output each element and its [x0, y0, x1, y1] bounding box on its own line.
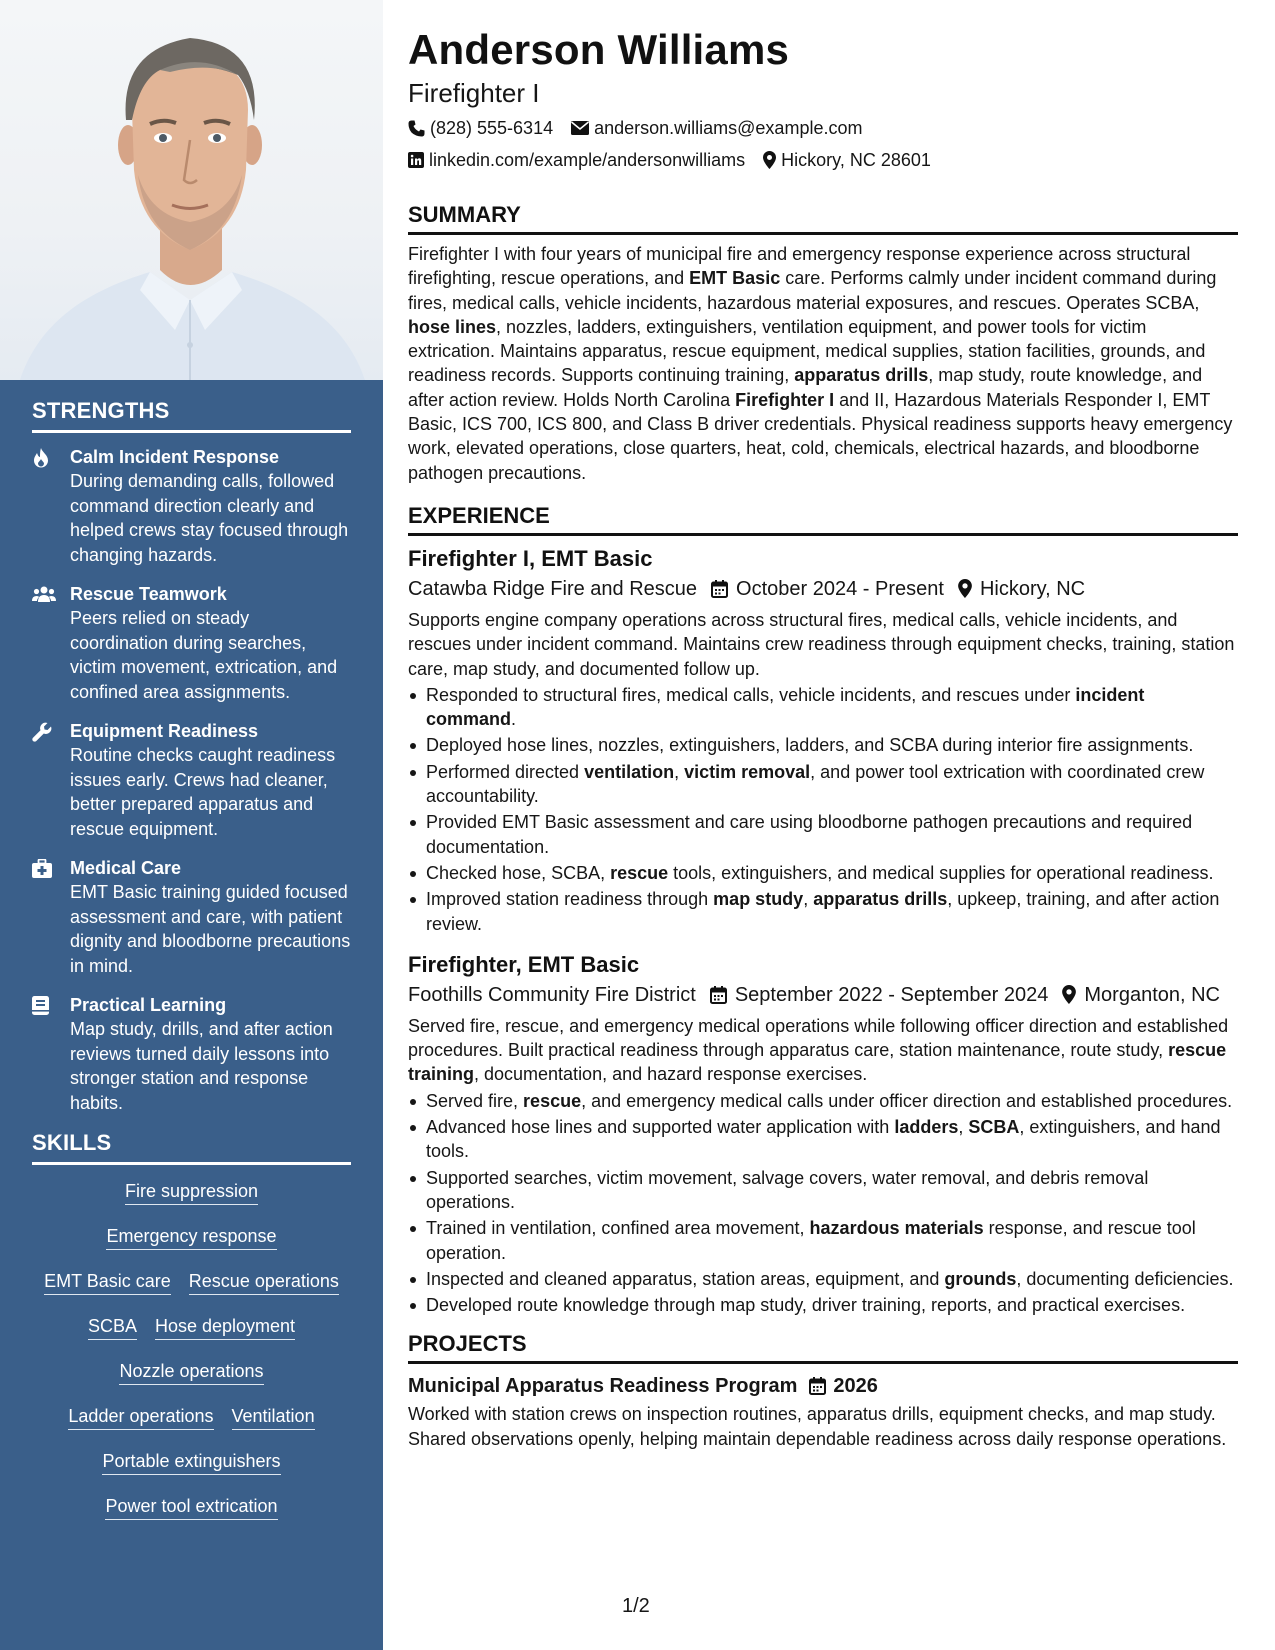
summary-heading: SUMMARY	[408, 202, 1238, 235]
strength-item	[32, 582, 351, 704]
list-item: Supported searches, victim movement, salvage covers, water removal, and debris removal operations.	[408, 1166, 1238, 1215]
skill-tag: Nozzle operations	[119, 1359, 263, 1385]
skill-tag: Power tool extrication	[105, 1494, 277, 1520]
job-description: Supports engine company operations across structural fires, medical calls, vehicle incidents, and rescues under incident command. Maintains crew readiness through equipment checks, training, station care, map study, and documented follow up.	[408, 609, 1235, 679]
experience-heading: EXPERIENCE	[408, 503, 1238, 536]
location-pin-icon	[763, 151, 776, 169]
book-icon	[32, 993, 70, 1115]
portrait-illustration	[0, 0, 383, 380]
job-dates	[710, 981, 1049, 1009]
employer-name: Catawba Ridge Fire and Rescue	[408, 577, 698, 600]
medical-kit-icon	[32, 856, 70, 978]
project-title: Municipal Apparatus Readiness Program	[408, 1375, 798, 1398]
page-number: 1/2	[622, 1595, 650, 1617]
job-bullets	[408, 1089, 1238, 1318]
skill-tag: SCBA	[88, 1314, 137, 1340]
job-location	[958, 575, 1085, 603]
strength-title: Calm Incident Response	[70, 447, 280, 467]
location-contact	[763, 148, 931, 172]
profile-photo	[0, 0, 383, 380]
linkedin-url: linkedin.com/example/andersonwilliams	[429, 150, 746, 170]
skill-tag: Hose deployment	[155, 1314, 295, 1340]
email-contact[interactable]	[571, 116, 862, 140]
list-item: Served fire, rescue, and emergency medical calls under officer direction and established procedures.	[408, 1089, 1238, 1113]
strength-item	[32, 993, 351, 1115]
skill-tag: Rescue operations	[189, 1269, 339, 1295]
list-item: Performed directed ventilation, victim removal, and power tool extrication with coordinated crew accountability.	[408, 760, 1238, 809]
job-description: Served fire, rescue, and emergency medical operations while following officer direction and established procedures. Built practical readiness through apparatus care, station maintenance, route study, rescue training, documentation, and hazard response exercises.	[408, 1015, 1229, 1085]
skills-list	[32, 1179, 351, 1520]
location-text: Hickory, NC	[979, 577, 1086, 600]
job-entry	[408, 950, 1238, 1318]
skill-tag: EMT Basic care	[44, 1269, 171, 1295]
job-bullets	[408, 683, 1238, 936]
list-item: Trained in ventilation, confined area movement, hazardous materials response, and rescue tool operation.	[408, 1216, 1238, 1265]
list-item: Inspected and cleaned apparatus, station areas, equipment, and grounds, documenting deficiencies.	[408, 1267, 1238, 1291]
location-text: Hickory, NC 28601	[781, 150, 931, 170]
strengths-list	[32, 445, 351, 1115]
date-range: September 2022 - September 2024	[734, 983, 1049, 1006]
email-address: anderson.williams@example.com	[594, 118, 863, 138]
phone-contact[interactable]	[408, 116, 553, 140]
calendar-icon	[809, 1377, 826, 1395]
sidebar	[0, 0, 383, 1650]
job-entry	[408, 544, 1238, 936]
calendar-icon	[711, 580, 728, 598]
skill-tag: Portable extinguishers	[102, 1449, 280, 1475]
job-meta	[408, 575, 1238, 603]
strength-item	[32, 445, 351, 567]
skill-tag: Emergency response	[106, 1224, 276, 1250]
project-year: 2026	[833, 1375, 878, 1398]
strength-item	[32, 856, 351, 978]
strength-description: Peers relied on steady coordination during searches, victim movement, extrication, and confined area assignments.	[70, 608, 338, 702]
job-position: Firefighter I, EMT Basic	[408, 545, 653, 571]
location-pin-icon	[958, 579, 972, 598]
strengths-heading: STRENGTHS	[32, 398, 351, 433]
list-item: Improved station readiness through map study, apparatus drills, upkeep, training, and after action review.	[408, 887, 1238, 936]
wrench-icon	[32, 719, 70, 841]
strength-title: Rescue Teamwork	[70, 584, 227, 604]
list-item: Responded to structural fires, medical calls, vehicle incidents, and rescues under incident command.	[408, 683, 1238, 732]
employer	[408, 981, 696, 1009]
strength-description: Routine checks caught readiness issues early. Crews had cleaner, better prepared apparatus and rescue equipment.	[70, 745, 336, 839]
strength-description: EMT Basic training guided focused assessment and care, with patient dignity and bloodborne precautions in mind.	[70, 882, 351, 976]
strength-title: Equipment Readiness	[70, 721, 259, 741]
job-dates	[711, 575, 944, 603]
job-title: Firefighter I	[408, 78, 540, 108]
list-item: Provided EMT Basic assessment and care using bloodborne pathogen precautions and required documentation.	[408, 810, 1238, 859]
list-item: Deployed hose lines, nozzles, extinguishers, ladders, and SCBA during interior fire assignments.	[408, 733, 1238, 757]
team-icon	[32, 582, 70, 704]
list-item: Advanced hose lines and supported water application with ladders, SCBA, extinguishers, and hand tools.	[408, 1115, 1238, 1164]
job-meta	[408, 981, 1238, 1009]
strength-item	[32, 719, 351, 841]
location-pin-icon	[1062, 985, 1076, 1004]
envelope-icon	[571, 121, 589, 135]
project-title-row	[408, 1372, 1238, 1400]
summary-text: Firefighter I with four years of municipal fire and emergency response experience across structural firefighting, rescue operations, and EMT Basic care. Performs calmly under incident command during fires, medical calls, vehicle incidents, hazardous material exposures, and rescues. Operates SCBA, hose lines, nozzles, ladders, extinguishers, ventilation equipment, and power tools for victim extrication. Maintains apparatus, rescue equipment, medical supplies, station facilities, grounds, and readiness records. Supports continuing training, apparatus drills, map study, route knowledge, and after action review. Holds North Carolina Firefighter I and II, Hazardous Materials Responder I, EMT Basic, ICS 700, ICS 800, and Class B driver credentials. Physical readiness supports heavy emergency work, elevated operations, close quarters, heat, cold, chemicals, electrical hazards, and bloodborne pathogen precautions.	[408, 244, 1233, 483]
list-item: Checked hose, SCBA, rescue tools, extinguishers, and medical supplies for operational readiness.	[408, 861, 1238, 885]
main-content	[408, 24, 1238, 1451]
employer	[408, 575, 697, 603]
skill-tag: Ventilation	[232, 1404, 315, 1430]
strength-description: Map study, drills, and after action reviews turned daily lessons into stronger station and response habits.	[70, 1019, 333, 1113]
strength-description: During demanding calls, followed command direction clearly and helped crews stay focused through changing hazards.	[70, 471, 349, 565]
contact-row	[408, 116, 1238, 140]
contact-row	[408, 148, 1238, 172]
candidate-name: Anderson Williams	[408, 26, 790, 73]
linkedin-contact[interactable]	[408, 148, 745, 172]
flame-icon	[32, 445, 70, 567]
phone-number: (828) 555-6314	[430, 118, 554, 138]
projects-heading: PROJECTS	[408, 1331, 1238, 1364]
location-text: Morganton, NC	[1084, 983, 1220, 1006]
job-position: Firefighter, EMT Basic	[408, 951, 640, 977]
phone-icon	[408, 120, 425, 137]
date-range: October 2024 - Present	[736, 577, 944, 600]
strength-title: Practical Learning	[70, 995, 227, 1015]
job-location	[1062, 981, 1220, 1009]
skills-heading: SKILLS	[32, 1130, 351, 1165]
sidebar-content	[32, 398, 351, 1520]
skill-tag: Ladder operations	[68, 1404, 213, 1430]
project-description: Worked with station crews on inspection routines, apparatus drills, equipment checks, and map study. Shared observations openly, helping maintain dependable readiness across daily response operations.	[408, 1404, 1227, 1449]
list-item: Developed route knowledge through map study, driver training, reports, and practical exercises.	[408, 1293, 1238, 1317]
employer-name: Foothills Community Fire District	[408, 983, 696, 1006]
linkedin-icon	[408, 152, 424, 168]
skill-tag: Fire suppression	[125, 1179, 258, 1205]
calendar-icon	[710, 986, 727, 1004]
strength-title: Medical Care	[70, 858, 182, 878]
